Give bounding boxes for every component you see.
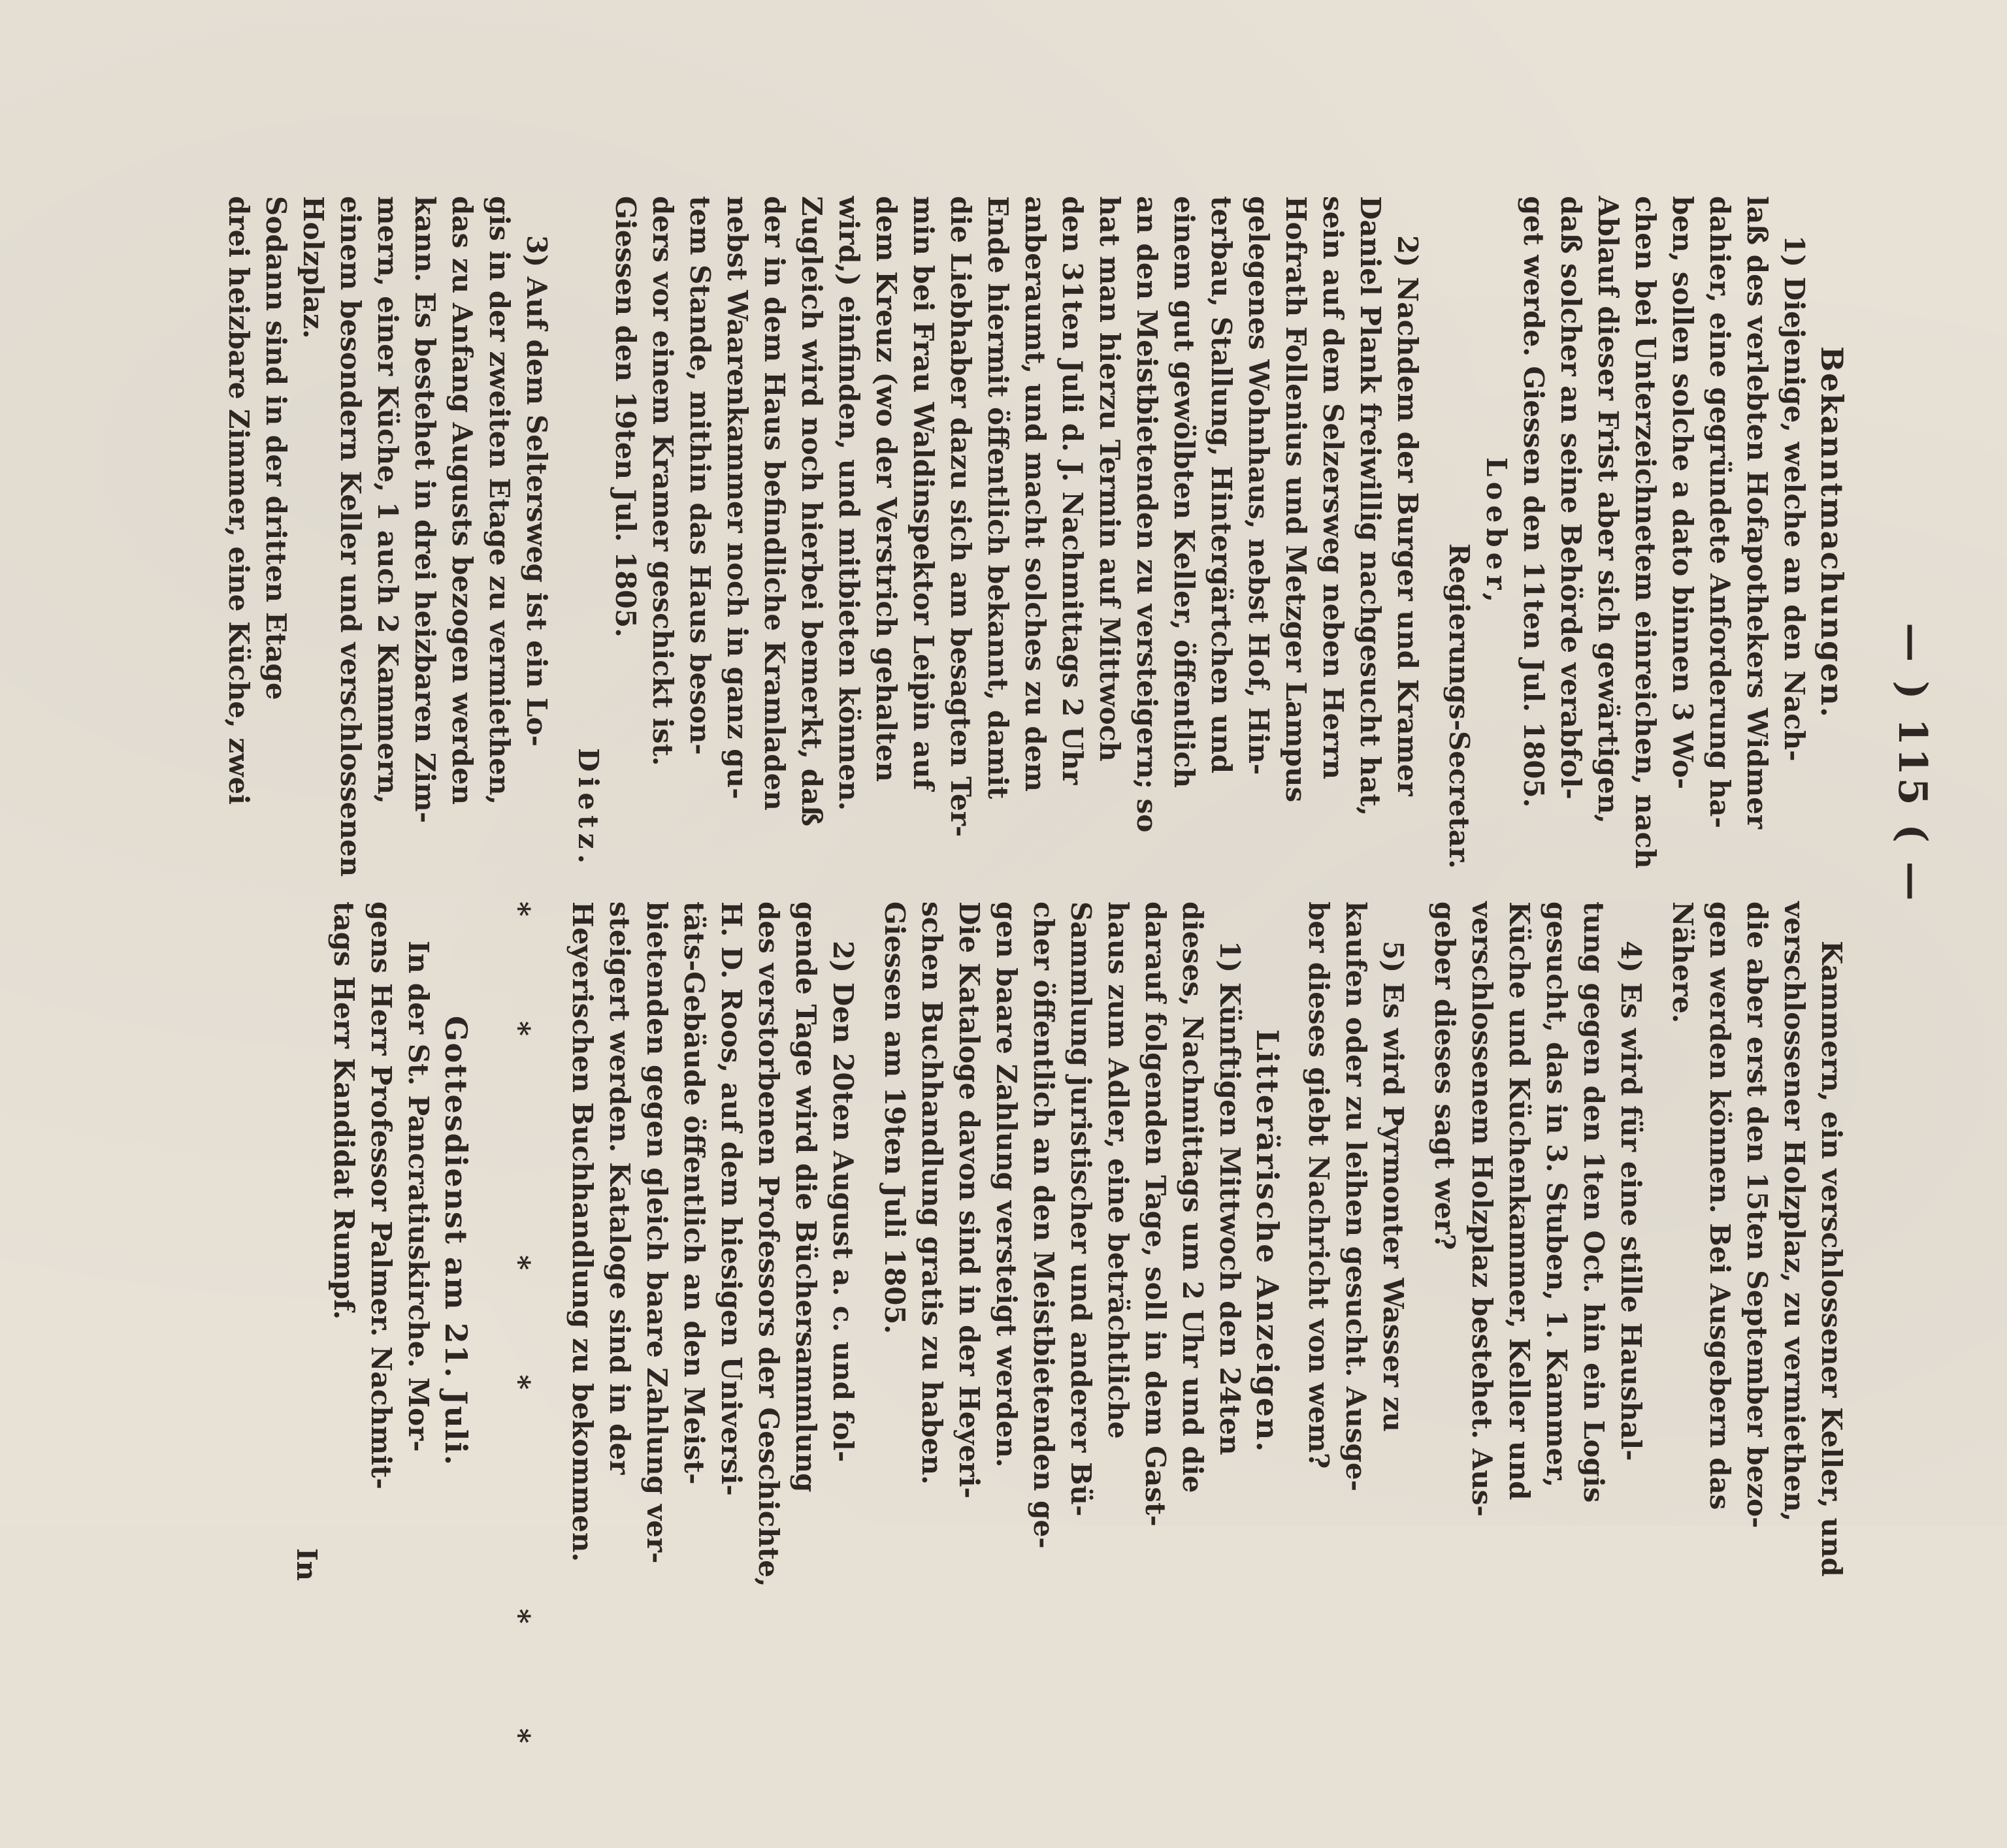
text-line: einem besondern Keller und verschlossenen: [334, 196, 367, 877]
text-line: schen Buchhandlung gratis zu haben.: [916, 901, 948, 1485]
left-column: [220, 196, 1850, 877]
text-line: gen baare Zahlung versteigt werden.: [990, 901, 1022, 1468]
text-line: Giessen den 19ten Jul. 1805.: [610, 196, 642, 638]
text-line: die Liebhaber dazu sich am besagten Ter-: [945, 196, 977, 837]
notice-3: [220, 196, 555, 877]
text-line: Die Kataloge davon sind in der Heyeri-: [953, 901, 985, 1499]
text-line: gis in der zweiten Etage zu vermiethen,: [483, 196, 515, 805]
text-line: cher öffentlich an den Meistbietenden ge-: [1028, 901, 1060, 1549]
text-line: bietenden gegen gleich baare Zahlung ver-: [641, 901, 673, 1564]
text-line: laß des verlebten Hofapothekers Widmer: [1741, 196, 1773, 829]
text-line: Holzplaz.: [297, 196, 329, 339]
text-line: des verstorbenen Professors der Geschichte,: [753, 901, 785, 1587]
text-line: den 31ten Juli d. J. Nachmittags 2 Uhr: [1056, 196, 1088, 785]
literary-notice-2: [564, 901, 862, 1587]
text-line: Ablauf dieser Frist aber sich gewärtigen,: [1592, 196, 1624, 824]
text-line: täts-Gebäude öffentlich an den Meist-: [678, 901, 710, 1485]
text-line: der in dem Haus befindliche Kramladen: [759, 196, 791, 811]
text-line: an den Meistbietenden zu versteigern; so: [1131, 196, 1163, 833]
text-line: 2) Den 20ten August a. c. und fol-: [827, 941, 859, 1463]
catchword: In: [291, 1548, 323, 1581]
literary-notice-1: [876, 901, 1248, 1581]
text-line: hat man hierzu Termin auf Mittwoch: [1094, 196, 1126, 762]
text-line: tags Herr Kandidat Rumpf.: [328, 901, 360, 1320]
text-line: steigert werden. Kataloge sind in der: [604, 901, 636, 1475]
right-column: [288, 901, 1850, 1848]
text-line: ben, sollen solche a dato binnen 3 Wo-: [1667, 196, 1699, 790]
text-line: Ende hiermit öffentlich bekannt, damit: [982, 196, 1014, 800]
section-heading-literary: Litterärische Anzeigen.: [1250, 1029, 1285, 1453]
text-line: ders vor einem Kramer geschickt ist.: [647, 196, 679, 766]
text-line: Sammlung juristischer und anderer Bü-: [1065, 901, 1097, 1517]
text-line: Kammern, ein verschlossener Keller, und: [1816, 941, 1848, 1577]
notice-1-title: Regierungs-Secretar.: [1443, 543, 1475, 869]
text-line: Küche und Küchenkammer, Keller und: [1503, 901, 1535, 1500]
text-line: wird,) einfinden, und mitbieten können.: [833, 196, 865, 811]
text-line: Heyerischen Buchhandlung zu bekommen.: [566, 901, 598, 1563]
text-line: einem gut gewölbten Keller, öffentlich: [1168, 196, 1200, 788]
section-heading-service: Gottesdienst am 21. Juli.: [438, 1016, 474, 1467]
notice-2-signer: Dietz.: [572, 748, 604, 869]
text-line: anberaumt, und macht solches zu dem: [1019, 196, 1051, 792]
text-line: 5) Es wird Pyrmonter Wasser zu: [1377, 941, 1409, 1433]
text-line: gesucht, das in 3. Stuben, 1. Kammer,: [1541, 901, 1573, 1488]
text-line: kann. Es bestehet in drei heizbaren Zim-: [409, 196, 441, 824]
text-line: daß solcher an seine Behörde verabfol-: [1555, 196, 1587, 800]
text-line: Daniel Plank freiwillig nachgesucht hat,: [1354, 196, 1386, 817]
text-line: 2) Nachdem der Burger und Kramer: [1392, 235, 1424, 796]
asterism-divider: ** ** **: [502, 901, 536, 1848]
text-line: 4) Es wird für eine stille Haushal-: [1615, 941, 1647, 1461]
text-line: dieses, Nachmittags um 2 Uhr und die: [1177, 901, 1209, 1493]
text-line: tem Stande, mithin das Haus beson-: [684, 196, 716, 755]
text-line: das zu Anfang Augusts bezogen werden: [446, 196, 478, 805]
text-line: tung gegen den 1ten Oct. hin ein Logis: [1578, 901, 1610, 1503]
text-line: geber dieses sagt wer?: [1429, 901, 1461, 1250]
text-line: Giessen am 19ten Juli 1805.: [879, 901, 911, 1335]
text-line: 1) Diejenige, welche an den Nach-: [1778, 235, 1810, 762]
text-line: Sodann sind in der dritten Etage: [260, 196, 292, 700]
text-line: verschlossenem Holzplaz bestehet. Aus-: [1466, 901, 1498, 1517]
text-line: Zugleich wird noch hierbei bemerkt, daß: [796, 196, 828, 827]
page-header: — ) 115 ( —: [1889, 623, 1935, 903]
section-heading-announcements: Bekanntmachungen.: [1814, 346, 1850, 719]
text-line: In der St. Pancratiuskirche. Mor-: [402, 941, 434, 1452]
text-line: Hofrath Follenius und Metzger Lampus: [1280, 196, 1312, 803]
text-line: nebst Waarenkammer noch in ganz gu-: [721, 196, 753, 800]
text-line: drei heizbare Zimmer, eine Küche, zwei: [223, 196, 255, 805]
text-line: min bei Frau Waldinspektor Leipin auf: [907, 196, 939, 790]
notice-3-continued: [1664, 901, 1850, 1581]
text-line: darauf folgenden Tage, soll in dem Gast-: [1139, 901, 1171, 1527]
text-line: get werde. Giessen den 11ten Jul. 1805.: [1518, 196, 1550, 808]
text-line: terbau, Stallung, Hintergärtchen und: [1205, 196, 1237, 774]
text-line: Nähere.: [1667, 901, 1699, 1024]
text-line: sein auf dem Selzersweg neben Herrn: [1317, 196, 1349, 779]
text-line: die aber erst den 15ten September bezo-: [1741, 901, 1773, 1529]
text-line: dem Kreuz (wo der Verstrich gehalten: [870, 196, 902, 782]
text-line: haus zum Adler, eine beträchtliche: [1102, 901, 1134, 1439]
text-line: mern, einer Küche, 1 auch 2 Kammern,: [372, 196, 404, 804]
text-line: gelegenes Wohnhaus, nebst Hof, Hin-: [1243, 196, 1275, 775]
notice-1: [1515, 196, 1813, 869]
text-line: gens Herr Professor Palmer. Nachmit-: [365, 901, 397, 1489]
text-line: gende Tage wird die Büchersammlung: [790, 901, 822, 1493]
text-line: H. D. Roos, auf dem hiesigen Universi-: [715, 901, 747, 1496]
text-line: gen werden können. Bei Ausgebern das: [1704, 901, 1736, 1510]
service-notice: [325, 901, 437, 1581]
text-line: 1) Künftigen Mittwoch den 24ten: [1214, 941, 1246, 1455]
text-line: chen bei Unterzeichnetem einreichen, nach: [1629, 196, 1661, 869]
notice-2: [607, 196, 1426, 869]
text-line: dahier, eine gegründete Anforderung ha-: [1704, 196, 1736, 828]
text-line: verschlossener Holzplaz, zu vermiethen,: [1778, 901, 1810, 1522]
text-line: ber dieses giebt Nachricht von wem?: [1303, 901, 1335, 1469]
notice-1-signer: Loeber,: [1480, 457, 1512, 608]
text-line: kaufen oder zu leihen gesucht. Ausge-: [1340, 901, 1372, 1492]
text-line: 3) Auf dem Seltersweg ist ein Lo-: [521, 235, 553, 747]
notice-5: [1300, 901, 1412, 1581]
notice-4: [1426, 901, 1650, 1581]
